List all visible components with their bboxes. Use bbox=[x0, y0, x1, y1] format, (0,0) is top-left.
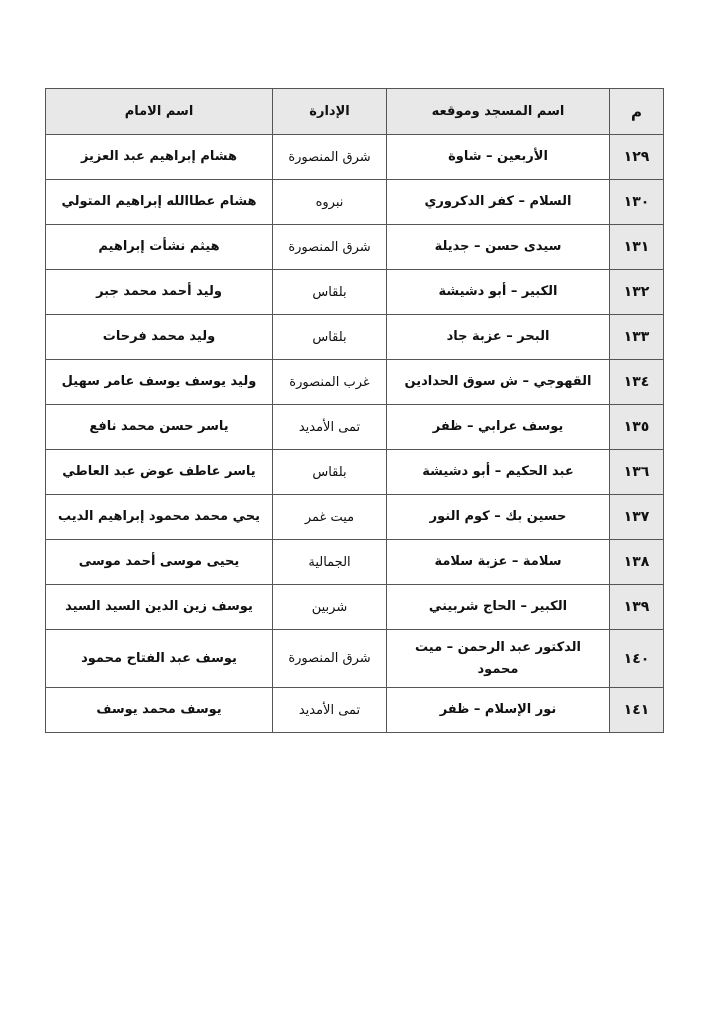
table-row bbox=[46, 315, 664, 360]
row-number: ١٣٦ bbox=[610, 450, 664, 495]
administration: ميت غمر bbox=[273, 495, 387, 540]
imam-name: هشام إبراهيم عبد العزيز bbox=[46, 135, 273, 180]
imam-name: وليد يوسف يوسف عامر سهيل bbox=[46, 360, 273, 405]
row-number: ١٣١ bbox=[610, 225, 664, 270]
mosque-name: السلام – كفر الدكروري bbox=[387, 180, 610, 225]
mosque-name: سيدى حسن – جديلة bbox=[387, 225, 610, 270]
mosque-name: الأربعين – شاوة bbox=[387, 135, 610, 180]
administration: شرق المنصورة bbox=[273, 135, 387, 180]
administration: شرق المنصورة bbox=[273, 225, 387, 270]
imam-name: يوسف زين الدين السيد السيد bbox=[46, 585, 273, 630]
table-row bbox=[46, 630, 664, 688]
administration: بلقاس bbox=[273, 315, 387, 360]
imam-name: ياسر حسن محمد نافع bbox=[46, 405, 273, 450]
row-number: ١٣٥ bbox=[610, 405, 664, 450]
imam-name: وليد أحمد محمد جبر bbox=[46, 270, 273, 315]
row-number: ١٣٧ bbox=[610, 495, 664, 540]
imam-name: وليد محمد فرحات bbox=[46, 315, 273, 360]
mosque-name: نور الإسلام – ظفر bbox=[387, 688, 610, 733]
header-administration: الإدارة bbox=[273, 89, 387, 135]
header-imam: اسم الامام bbox=[46, 89, 273, 135]
table-row bbox=[46, 450, 664, 495]
table-row bbox=[46, 135, 664, 180]
mosque-name: سلامة – عزبة سلامة bbox=[387, 540, 610, 585]
imam-name: يحيى موسى أحمد موسى bbox=[46, 540, 273, 585]
imam-name: يوسف عبد الفتاح محمود bbox=[46, 630, 273, 688]
row-number: ١٣٨ bbox=[610, 540, 664, 585]
mosque-name: الكبير – الحاج شربيني bbox=[387, 585, 610, 630]
mosque-name: الكبير – أبو دشيشة bbox=[387, 270, 610, 315]
table-row bbox=[46, 180, 664, 225]
table-row bbox=[46, 495, 664, 540]
table-row bbox=[46, 585, 664, 630]
administration: شربين bbox=[273, 585, 387, 630]
mosque-name: حسين بك – كوم النور bbox=[387, 495, 610, 540]
table-row bbox=[46, 688, 664, 733]
header-mosque: اسم المسجد وموقعه bbox=[387, 89, 610, 135]
administration: غرب المنصورة bbox=[273, 360, 387, 405]
mosque-name: البحر – عزبة جاد bbox=[387, 315, 610, 360]
administration: بلقاس bbox=[273, 450, 387, 495]
administration: بلقاس bbox=[273, 270, 387, 315]
table-row bbox=[46, 225, 664, 270]
table-body bbox=[46, 135, 664, 733]
imam-name: يحي محمد محمود إبراهيم الديب bbox=[46, 495, 273, 540]
mosque-imams-table bbox=[45, 88, 664, 733]
mosque-name: يوسف عرابي – ظفر bbox=[387, 405, 610, 450]
row-number: ١٣٢ bbox=[610, 270, 664, 315]
row-number: ١٣٩ bbox=[610, 585, 664, 630]
mosque-name: الدكتور عبد الرحمن – ميت محمود bbox=[387, 630, 610, 688]
table-row bbox=[46, 405, 664, 450]
imam-name: هيثم نشأت إبراهيم bbox=[46, 225, 273, 270]
administration: الجمالية bbox=[273, 540, 387, 585]
header-number: م bbox=[610, 89, 664, 135]
mosque-name: عبد الحكيم – أبو دشيشة bbox=[387, 450, 610, 495]
row-number: ١٢٩ bbox=[610, 135, 664, 180]
administration: تمى الأمديد bbox=[273, 405, 387, 450]
table-row bbox=[46, 270, 664, 315]
mosque-name: القهوجي – ش سوق الحدادين bbox=[387, 360, 610, 405]
table-row bbox=[46, 360, 664, 405]
row-number: ١٤١ bbox=[610, 688, 664, 733]
administration: تمى الأمديد bbox=[273, 688, 387, 733]
imam-name: ياسر عاطف عوض عبد العاطي bbox=[46, 450, 273, 495]
imam-name: يوسف محمد يوسف bbox=[46, 688, 273, 733]
imam-name: هشام عطاالله إبراهيم المتولي bbox=[46, 180, 273, 225]
row-number: ١٤٠ bbox=[610, 630, 664, 688]
row-number: ١٣٠ bbox=[610, 180, 664, 225]
table-header bbox=[46, 89, 664, 135]
row-number: ١٣٣ bbox=[610, 315, 664, 360]
table-row bbox=[46, 540, 664, 585]
row-number: ١٣٤ bbox=[610, 360, 664, 405]
header-row bbox=[46, 89, 664, 135]
administration: شرق المنصورة bbox=[273, 630, 387, 688]
administration: نبروه bbox=[273, 180, 387, 225]
